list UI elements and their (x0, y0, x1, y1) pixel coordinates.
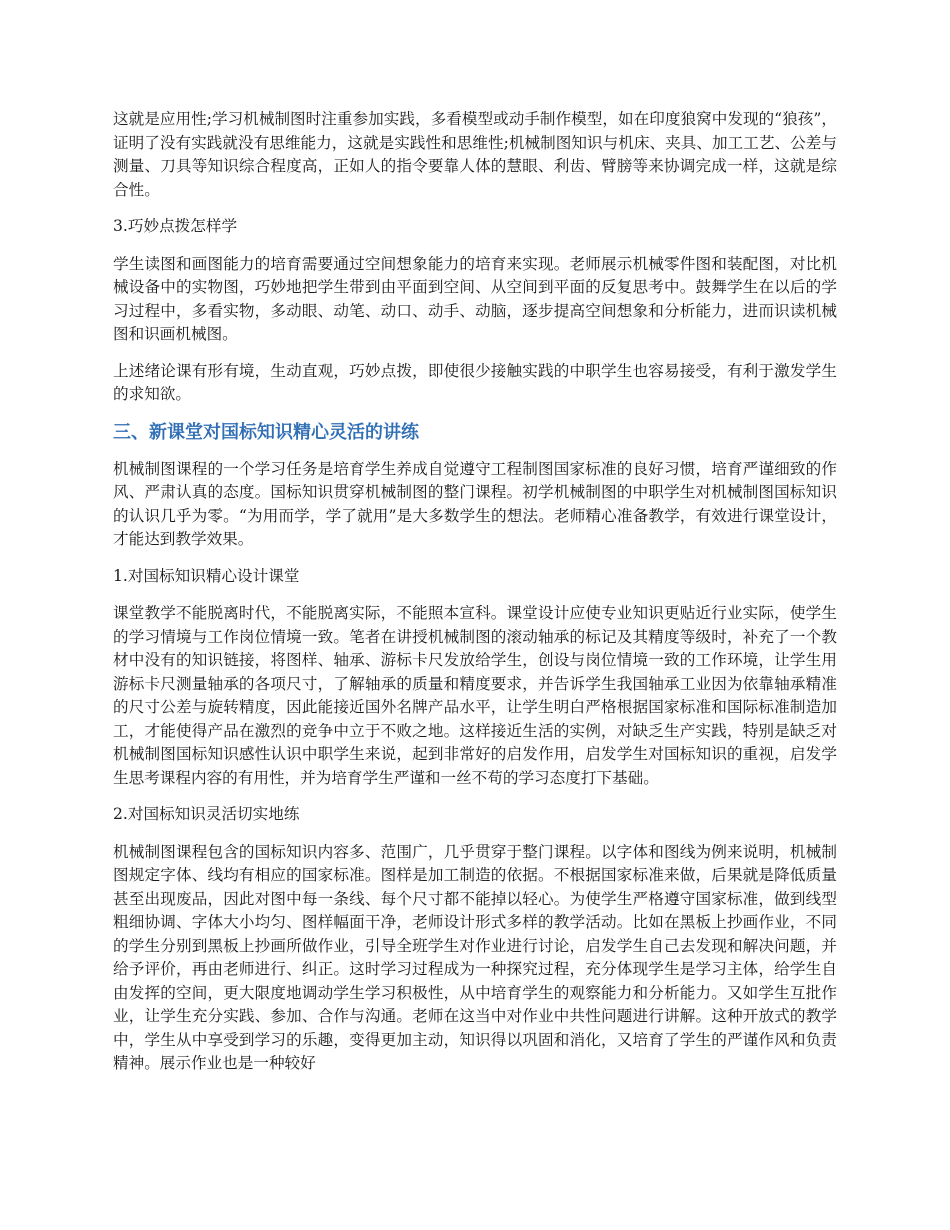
subheading-classroom-design: 1.对国标知识精心设计课堂 (113, 566, 300, 585)
document-page (113, 108, 837, 1089)
subheading-practice: 2.对国标知识灵活切实地练 (113, 805, 300, 823)
section-heading: 三、新课堂对国标知识精心灵活的讲练 (113, 421, 419, 443)
paragraph-practice: 机械制图课程包含的国标知识内容多、范围广，几乎贯穿于整门课程。以字体和图线为例来说明，机械制图规定字体、线均有相应的国家标准。图样是加工制造的依据。不根据国家标准来做，后果就是降低质量甚至出现废品，因此对图中每一条线、每个尺寸都不能掉以轻心。为使学生严格遵守国家标准，做到线型粗细协调、字体大小均匀、图样幅面干净，老师设计形式多样的教学活动。比如在黑板上抄画作业，不同的学生分别到黑板上抄画所做作业，引导全班学生对作业进行讨论，启发学生自己去发现和解决问题，并给予评价，再由老师进行、纠正。这时学习过程成为一种探究过程，充分体现学生是学习主体，给学生自由发挥的空间，更大限度地调动学生学习积极性，从中培育学生的观察能力和分析能力。又如学生互批作业，让学生充分实践、参加、合作与沟通。老师在这当中对作业中共性问题进行讲解。这种开放式的教学中，学生从中享受到学习的乐趣，变得更加主动，知识得以巩固和消化，又培育了学生的严谨作风和负责精神。展示作业也是一种较好 (113, 842, 837, 1072)
paragraph-national-standards: 机械制图课程的一个学习任务是培育学生养成自觉遵守工程制图国家标准的良好习惯，培育严谨细致的作风、严肃认真的态度。国标知识贯穿机械制图的整门课程。初学机械制图的中职学生对机械制图国标知识的认识几乎为零。“为用而学，学了就用”是大多数学生的想法。老师精心准备教学，有效进行课堂设计，才能达到教学效果。 (113, 459, 837, 548)
paragraph-classroom-design: 课堂教学不能脱离时代，不能脱离实际，不能照本宣科。课堂设计应使专业知识更贴近行业实际，使学生的学习情境与工作岗位情境一致。笔者在讲授机械制图的滚动轴承的标记及其精度等级时，补充了一个教材中没有的知识链接，将图样、轴承、游标卡尺发放给学生，创设与岗位情境一致的工作环境，让学生用游标卡尺测量轴承的各项尺寸，了解轴承的质量和精度要求，并告诉学生我国轴承工业因为依靠轴承精准的尺寸公差与旋转精度，因此能接近国外名牌产品水平，让学生明白严格根据国家标准和国际标准制造加工，才能使得产品在激烈的竞争中立于不败之地。这样接近生活的实例，对缺乏生产实践，特别是缺乏对机械制图国标知识感性认识中职学生来说，起到非常好的启发作用，启发学生对国标知识的重视，启发学生思考课程内容的有用性，并为培育学生严谨和一丝不苟的学习态度打下基础。 (113, 604, 837, 787)
subheading-clever-guidance: 3.巧妙点拨怎样学 (113, 217, 238, 235)
paragraph-intro-summary: 上述绪论课有形有境，生动直观，巧妙点拨，即使很少接触实践的中职学生也容易接受，有利于激发学生的求知欲。 (113, 361, 837, 403)
paragraph-applicability: 这就是应用性;学习机械制图时注重参加实践，多看模型或动手制作模型，如在印度狼窝中发现的“狼孩”，证明了没有实践就没有思维能力，这就是实践性和思维性;机械制图知识与机床、夹具、加工工艺、公差与测量、刀具等知识综合程度高，正如人的指令要靠人体的慧眼、利齿、臂膀等来协调完成一样，这就是综合性。 (113, 110, 837, 199)
paragraph-spatial-imagination: 学生读图和画图能力的培育需要通过空间想象能力的培育来实现。老师展示机械零件图和装配图，对比机械设备中的实物图，巧妙地把学生带到由平面到空间、从空间到平面的反复思考中。鼓舞学生在以后的学习过程中，多看实物，多动眼、动笔、动口、动手、动脑，逐步提高空间想象和分析能力，进而识读机械图和识画机械图。 (113, 254, 837, 343)
